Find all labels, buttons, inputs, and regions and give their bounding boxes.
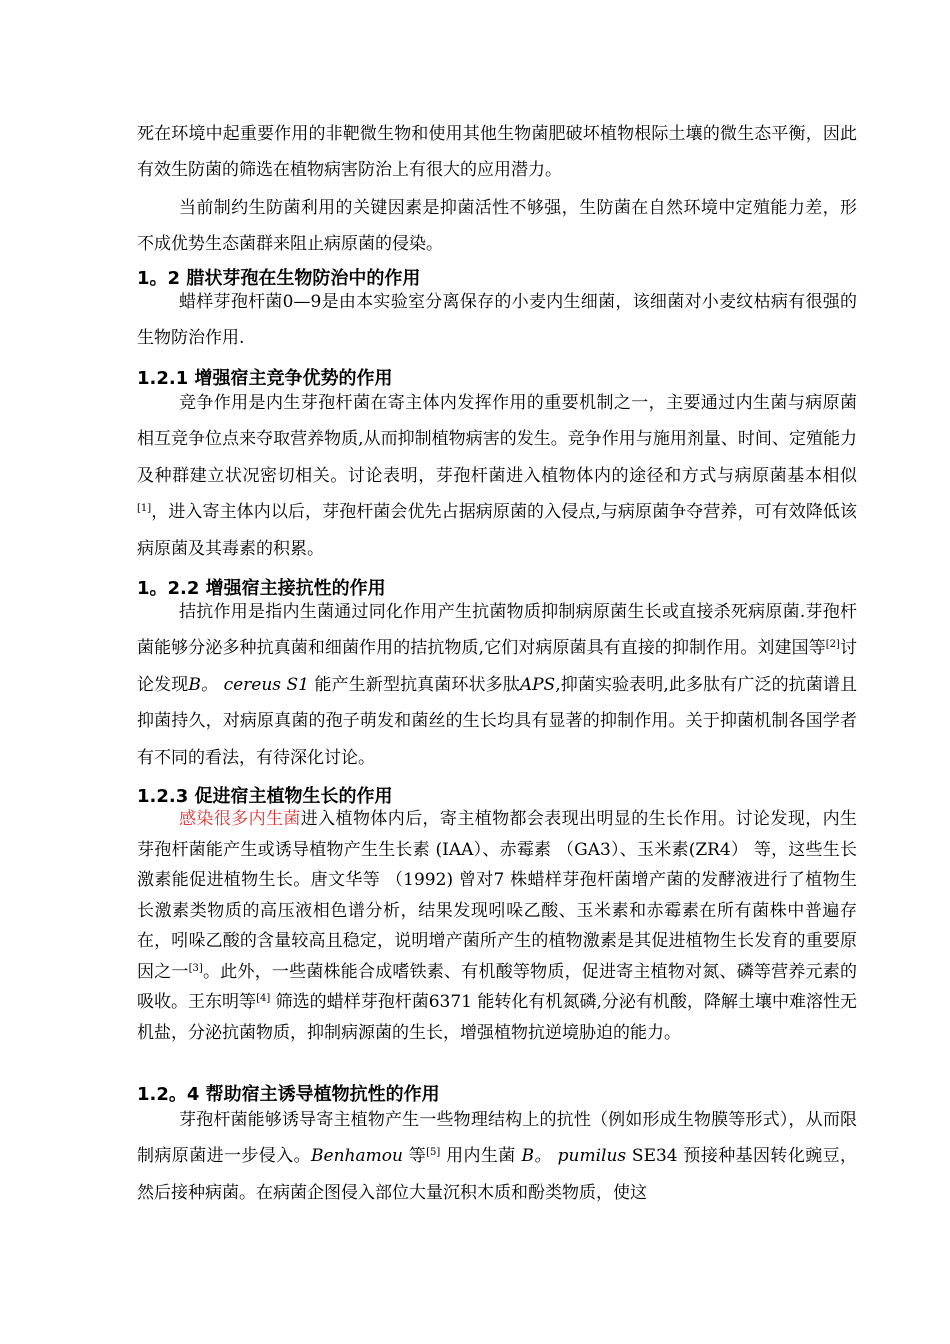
heading-1-2-3: 1.2.3 促进宿主植物生长的作用	[137, 786, 393, 807]
paragraph-1-2-2	[137, 594, 857, 776]
p122-text-b: 讨论发现	[137, 638, 858, 695]
p124-text-d: SE34 预接种基因转化豌豆，然后接种病菌。在病菌企图侵入部位大量沉积木质和酚类物质，使这	[137, 1146, 858, 1203]
p124-text-b: 等	[402, 1146, 427, 1167]
p122-text-a: 拮抗作用是指内生菌通过同化作用产生抗菌物质抑制病原菌生长或直接杀死病原菌.芽孢杆菌能够分泌多种抗真菌和细菌作用的拮抗物质,它们对病原菌具有直接的抑制作用。刘建国等	[137, 602, 857, 659]
heading-1-2-2: 1。2.2 增强宿主接抗性的作用	[137, 578, 386, 599]
species-name-cereus: B。 cereus S1	[188, 674, 309, 695]
p122-text-c: 能产生新型抗真菌环状多肽	[309, 674, 520, 695]
p123-text-a: 进入植物体内后，寄主植物都会表现出明显的生长作用。讨论发现，内生芽孢杆菌能产生或诱导植物产生生长素 (IAA）、赤霉素 （GA3）、玉米素(ZR4） 等，这些生长激素能促进植物生长。唐文华等 （1992) 曾对7 株蜡样芽孢杆菌增产菌的发酵液进行了植物生长激素类物质的高压液相色谱分析，结果发现吲哚乙酸、玉米素和赤霉素在所有菌株中普遍存在，吲哚乙酸的含量较高且稳定，说明增产菌所产生的植物激素是其促进植物生长发育的重要原因之一	[137, 809, 858, 982]
peptide-name-aps: APS	[519, 674, 556, 695]
species-name-pumilus: B。 pumilus	[521, 1146, 627, 1167]
citation-5: [5]	[426, 1147, 441, 1159]
paragraph-1-2-3	[137, 804, 857, 1048]
citation-3: [3]	[188, 962, 203, 974]
p122-text-d: ,抑菌实验表明,此多肽有广泛的抗菌谱且抑菌持久，对病原真菌的孢子萌发和菌丝的生长均具有显著的抑制作用。关于抑菌机制各国学者有不同的看法，有待深化讨论。	[137, 674, 858, 768]
author-benhamou: Benhamou	[311, 1146, 403, 1167]
heading-1-2: 1。2 腊状芽孢在生物防治中的作用	[137, 268, 421, 289]
paragraph-intro-2: 当前制约生防菌利用的关键因素是抑菌活性不够强，生防菌在自然环境中定殖能力差，形不成优势生态菌群来阻止病原菌的侵染。	[137, 198, 857, 255]
citation-1: [1]	[137, 503, 152, 515]
heading-1-2-4: 1.2。4 帮助宿主诱导植物抗性的作用	[137, 1084, 440, 1105]
p123-text-c: 筛选的蜡样芽孢杆菌6371 能转化有机氮磷,分泌有机酸，降解土壤中难溶性无机盐，分泌抗菌物质，抑制病源菌的生长，增强植物抗逆境胁迫的能力。	[137, 992, 857, 1043]
paragraph-1-2-4	[137, 1102, 857, 1211]
p124-text-c: 用内生菌	[440, 1146, 522, 1167]
heading-1-2-1: 1.2.1 增强宿主竞争优势的作用	[137, 368, 393, 389]
p124-text-a: 芽孢杆菌能够诱导寄主植物产生一些物理结构上的抗性（例如形成生物膜等形式），从而限制病原菌进一步侵入。	[137, 1110, 857, 1167]
highlighted-phrase: 感染很多内生菌	[179, 809, 301, 829]
paragraph-intro-1: 死在环境中起重要作用的非靶微生物和使用其他生物菌肥破坏植物根际土壤的微生态平衡，因此有效生防菌的筛选在植物病害防治上有很大的应用潜力。	[137, 124, 857, 181]
citation-4: [4]	[256, 993, 271, 1004]
citation-2: [2]	[825, 639, 840, 651]
p121-text-b: ，进入寄主体内以后，芽孢杆菌会优先占据病原菌的入侵点,与病原菌争夺营养，可有效降低该病原菌及其毒素的积累。	[137, 502, 857, 559]
paragraph-1-2-1	[137, 385, 857, 567]
p121-text-a: 竞争作用是内生芽孢杆菌在寄主体内发挥作用的重要机制之一，主要通过内生菌与病原菌相互竞争位点来夺取营养物质,从而抑制植物病害的发生。竞争作用与施用剂量、时间、定殖能力及种群建立状况密切相关。讨论表明，芽孢杆菌进入植物体内的途径和方式与病原菌基本相似	[137, 393, 857, 486]
paragraph-1-2: 蜡样芽孢杆菌0—9是由本实验室分离保存的小麦内生细菌，该细菌对小麦纹枯病有很强的生物防治作用.	[137, 292, 857, 349]
p123-text-b: 。此外，一些菌株能合成嗜铁素、有机酸等物质，促进寄主植物对氮、磷等营养元素的吸收。王东明等	[137, 961, 858, 1012]
